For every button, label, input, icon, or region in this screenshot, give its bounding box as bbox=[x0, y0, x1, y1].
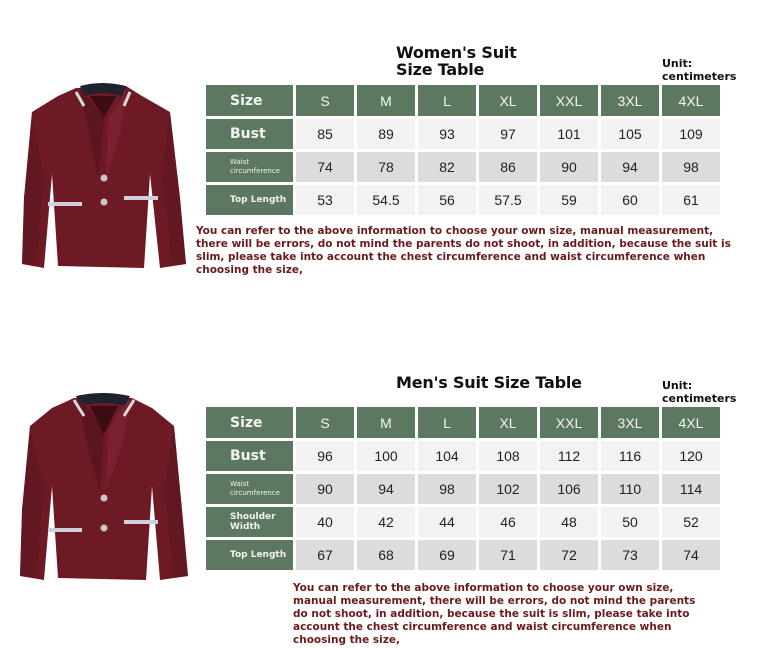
table-cell: 102 bbox=[479, 474, 537, 504]
table-cell: 52 bbox=[662, 507, 720, 537]
row-label-bust: Bust bbox=[206, 441, 293, 471]
womens-table-title: Women's Suit Size Table bbox=[396, 43, 517, 79]
table-cell: 110 bbox=[601, 474, 659, 504]
header-cell-s: S bbox=[296, 85, 354, 116]
womens-size-note: You can refer to the above information to choose your own size, manual measurement, there will be errors, do not mind the parents do not shoot, in addition, because the suit is slim, please take into account the chest circumference and waist circumference when choosing the size, bbox=[196, 225, 731, 276]
row-label-waist: Waist circumference bbox=[206, 474, 293, 504]
table-cell: 69 bbox=[418, 540, 476, 570]
table-cell: 44 bbox=[418, 507, 476, 537]
header-cell-3xl: 3XL bbox=[601, 407, 659, 438]
table-cell: 82 bbox=[418, 152, 476, 182]
table-cell: 90 bbox=[540, 152, 598, 182]
table-cell: 60 bbox=[601, 185, 659, 215]
table-row bbox=[206, 540, 720, 570]
table-cell: 98 bbox=[662, 152, 720, 182]
table-cell: 48 bbox=[540, 507, 598, 537]
table-cell: 106 bbox=[540, 474, 598, 504]
table-cell: 54.5 bbox=[357, 185, 415, 215]
table-cell: 50 bbox=[601, 507, 659, 537]
table-cell: 93 bbox=[418, 119, 476, 149]
header-cell-4xl: 4XL bbox=[662, 85, 720, 116]
header-cell-3xl: 3XL bbox=[601, 85, 659, 116]
table-cell: 67 bbox=[296, 540, 354, 570]
table-cell: 86 bbox=[479, 152, 537, 182]
row-label-top-length: Top Length bbox=[206, 185, 293, 215]
mens-unit-label: Unit: centimeters bbox=[662, 379, 737, 405]
header-cell-size: Size bbox=[206, 85, 293, 116]
table-cell: 72 bbox=[540, 540, 598, 570]
header-cell-l: L bbox=[418, 85, 476, 116]
header-cell-xxl: XXL bbox=[540, 85, 598, 116]
table-cell: 59 bbox=[540, 185, 598, 215]
table-row bbox=[206, 507, 720, 537]
table-cell: 78 bbox=[357, 152, 415, 182]
table-cell: 120 bbox=[662, 441, 720, 471]
table-cell: 46 bbox=[479, 507, 537, 537]
table-header-row bbox=[206, 407, 720, 438]
header-cell-m: M bbox=[357, 407, 415, 438]
table-cell: 105 bbox=[601, 119, 659, 149]
table-cell: 116 bbox=[601, 441, 659, 471]
header-cell-4xl: 4XL bbox=[662, 407, 720, 438]
table-cell: 114 bbox=[662, 474, 720, 504]
table-cell: 97 bbox=[479, 119, 537, 149]
row-label-top-length: Top Length bbox=[206, 540, 293, 570]
header-cell-xxl: XXL bbox=[540, 407, 598, 438]
table-cell: 90 bbox=[296, 474, 354, 504]
table-cell: 74 bbox=[662, 540, 720, 570]
mens-jacket-image bbox=[18, 390, 190, 584]
table-cell: 85 bbox=[296, 119, 354, 149]
mens-table-title: Men's Suit Size Table bbox=[396, 373, 582, 392]
row-label-bust: Bust bbox=[206, 119, 293, 149]
table-cell: 100 bbox=[357, 441, 415, 471]
row-label-shoulder-width: Shoulder Width bbox=[206, 507, 293, 537]
table-cell: 42 bbox=[357, 507, 415, 537]
womens-unit-label: Unit: centimeters bbox=[662, 57, 737, 83]
table-row bbox=[206, 474, 720, 504]
table-cell: 94 bbox=[357, 474, 415, 504]
header-cell-xl: XL bbox=[479, 407, 537, 438]
table-cell: 68 bbox=[357, 540, 415, 570]
table-cell: 61 bbox=[662, 185, 720, 215]
table-cell: 108 bbox=[479, 441, 537, 471]
table-cell: 96 bbox=[296, 441, 354, 471]
table-cell: 112 bbox=[540, 441, 598, 471]
table-cell: 89 bbox=[357, 119, 415, 149]
table-cell: 73 bbox=[601, 540, 659, 570]
header-cell-s: S bbox=[296, 407, 354, 438]
table-cell: 98 bbox=[418, 474, 476, 504]
table-cell: 71 bbox=[479, 540, 537, 570]
mens-size-table bbox=[203, 404, 723, 573]
table-cell: 57.5 bbox=[479, 185, 537, 215]
table-cell: 40 bbox=[296, 507, 354, 537]
row-label-waist: Waist circumference bbox=[206, 152, 293, 182]
table-cell: 109 bbox=[662, 119, 720, 149]
header-cell-m: M bbox=[357, 85, 415, 116]
table-cell: 94 bbox=[601, 152, 659, 182]
table-cell: 56 bbox=[418, 185, 476, 215]
header-cell-l: L bbox=[418, 407, 476, 438]
table-cell: 101 bbox=[540, 119, 598, 149]
table-cell: 74 bbox=[296, 152, 354, 182]
header-cell-size: Size bbox=[206, 407, 293, 438]
mens-size-note: You can refer to the above information to choose your own size, manual measurement, there will be errors, do not mind the parents do not shoot, in addition, because the suit is slim, please take into account the chest circumference and waist circumference when choosing the size, bbox=[293, 582, 696, 646]
header-cell-xl: XL bbox=[479, 85, 537, 116]
table-cell: 104 bbox=[418, 441, 476, 471]
table-row bbox=[206, 441, 720, 471]
table-cell: 53 bbox=[296, 185, 354, 215]
